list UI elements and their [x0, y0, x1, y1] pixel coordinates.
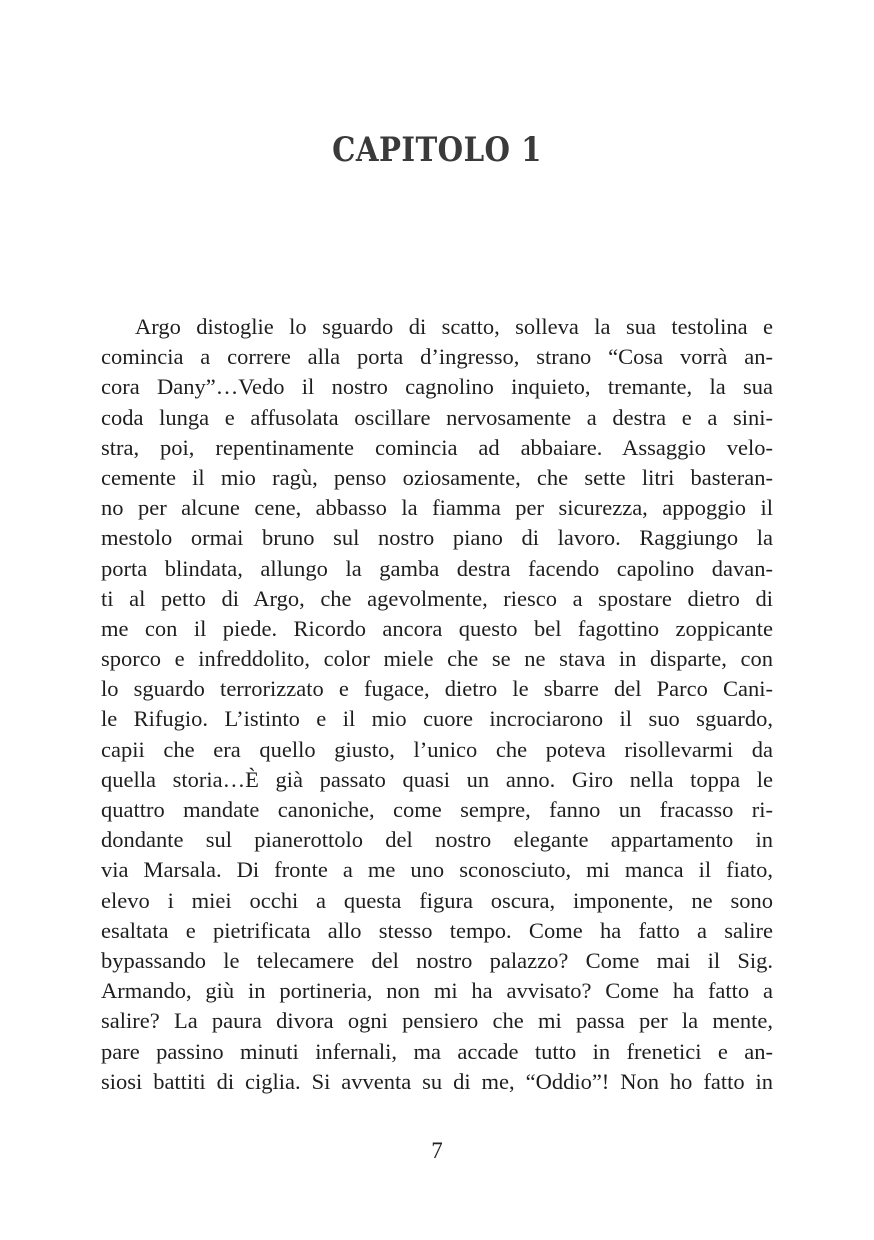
text-line: via Marsala. Di fronte a me uno sconosciuto, mi manca il fiato,	[101, 857, 773, 883]
text-line: stra, poi, repentinamente comincia ad abbaiare. Assaggio velo-	[101, 434, 773, 460]
text-line: no per alcune cene, abbasso la fiamma per sicurezza, appoggio il	[101, 495, 773, 521]
text-line: elevo i miei occhi a questa figura oscura, imponente, ne sono	[101, 887, 773, 913]
text-line: le Rifugio. L’istinto e il mio cuore incrociarono il suo sguardo,	[101, 706, 773, 732]
text-line: Armando, giù in portineria, non mi ha avvisato? Come ha fatto a	[101, 978, 773, 1004]
text-line: sporco e infreddolito, color miele che se ne stava in disparte, con	[101, 646, 773, 672]
text-line: salire? La paura divora ogni pensiero che mi passa per la mente,	[101, 1008, 773, 1034]
text-line: Argo distoglie lo sguardo di scatto, solleva la sua testolina e	[135, 314, 773, 339]
text-line: porta blindata, allungo la gamba destra facendo capolino davan-	[101, 555, 773, 581]
text-line: mestolo ormai bruno sul nostro piano di lavoro. Raggiungo la	[101, 525, 773, 551]
text-line: lo sguardo terrorizzato e fugace, dietro le sbarre del Parco Cani-	[101, 676, 773, 702]
text-line: dondante sul pianerottolo del nostro elegante appartamento in	[101, 827, 773, 853]
text-line: me con il piede. Ricordo ancora questo bel fagottino zoppicante	[101, 615, 773, 641]
text-line: ti al petto di Argo, che agevolmente, riesco a spostare dietro di	[101, 585, 773, 611]
text-line: bypassando le telecamere del nostro palazzo? Come mai il Sig.	[101, 947, 773, 973]
text-line: quella storia…È già passato quasi un anno. Giro nella toppa le	[101, 766, 773, 792]
text-line: esaltata e pietrificata allo stesso tempo. Come ha fatto a salire	[101, 917, 773, 943]
text-line: capii che era quello giusto, l’unico che poteva risollevarmi da	[101, 736, 773, 762]
text-line: pare passino minuti infernali, ma accade tutto in frenetici e an-	[101, 1038, 773, 1064]
text-line: coda lunga e affusolata oscillare nervosamente a destra e a sini-	[101, 404, 773, 430]
body-paragraph	[101, 312, 773, 1097]
text-line: cora Dany”…Vedo il nostro cagnolino inquieto, tremante, la sua	[101, 374, 773, 400]
text-line: siosi battiti di ciglia. Si avventa su di me, “Oddio”! Non ho fatto in	[101, 1068, 773, 1094]
text-line: quattro mandate canoniche, come sempre, fanno un fracasso ri-	[101, 797, 773, 822]
page-number: 7	[431, 1138, 443, 1163]
text-line: cemente il mio ragù, penso oziosamente, che sette litri basteran-	[101, 464, 773, 490]
text-line: comincia a correre alla porta d’ingresso, strano “Cosa vorrà an-	[101, 344, 773, 370]
chapter-title: CAPITOLO 1	[332, 130, 542, 170]
